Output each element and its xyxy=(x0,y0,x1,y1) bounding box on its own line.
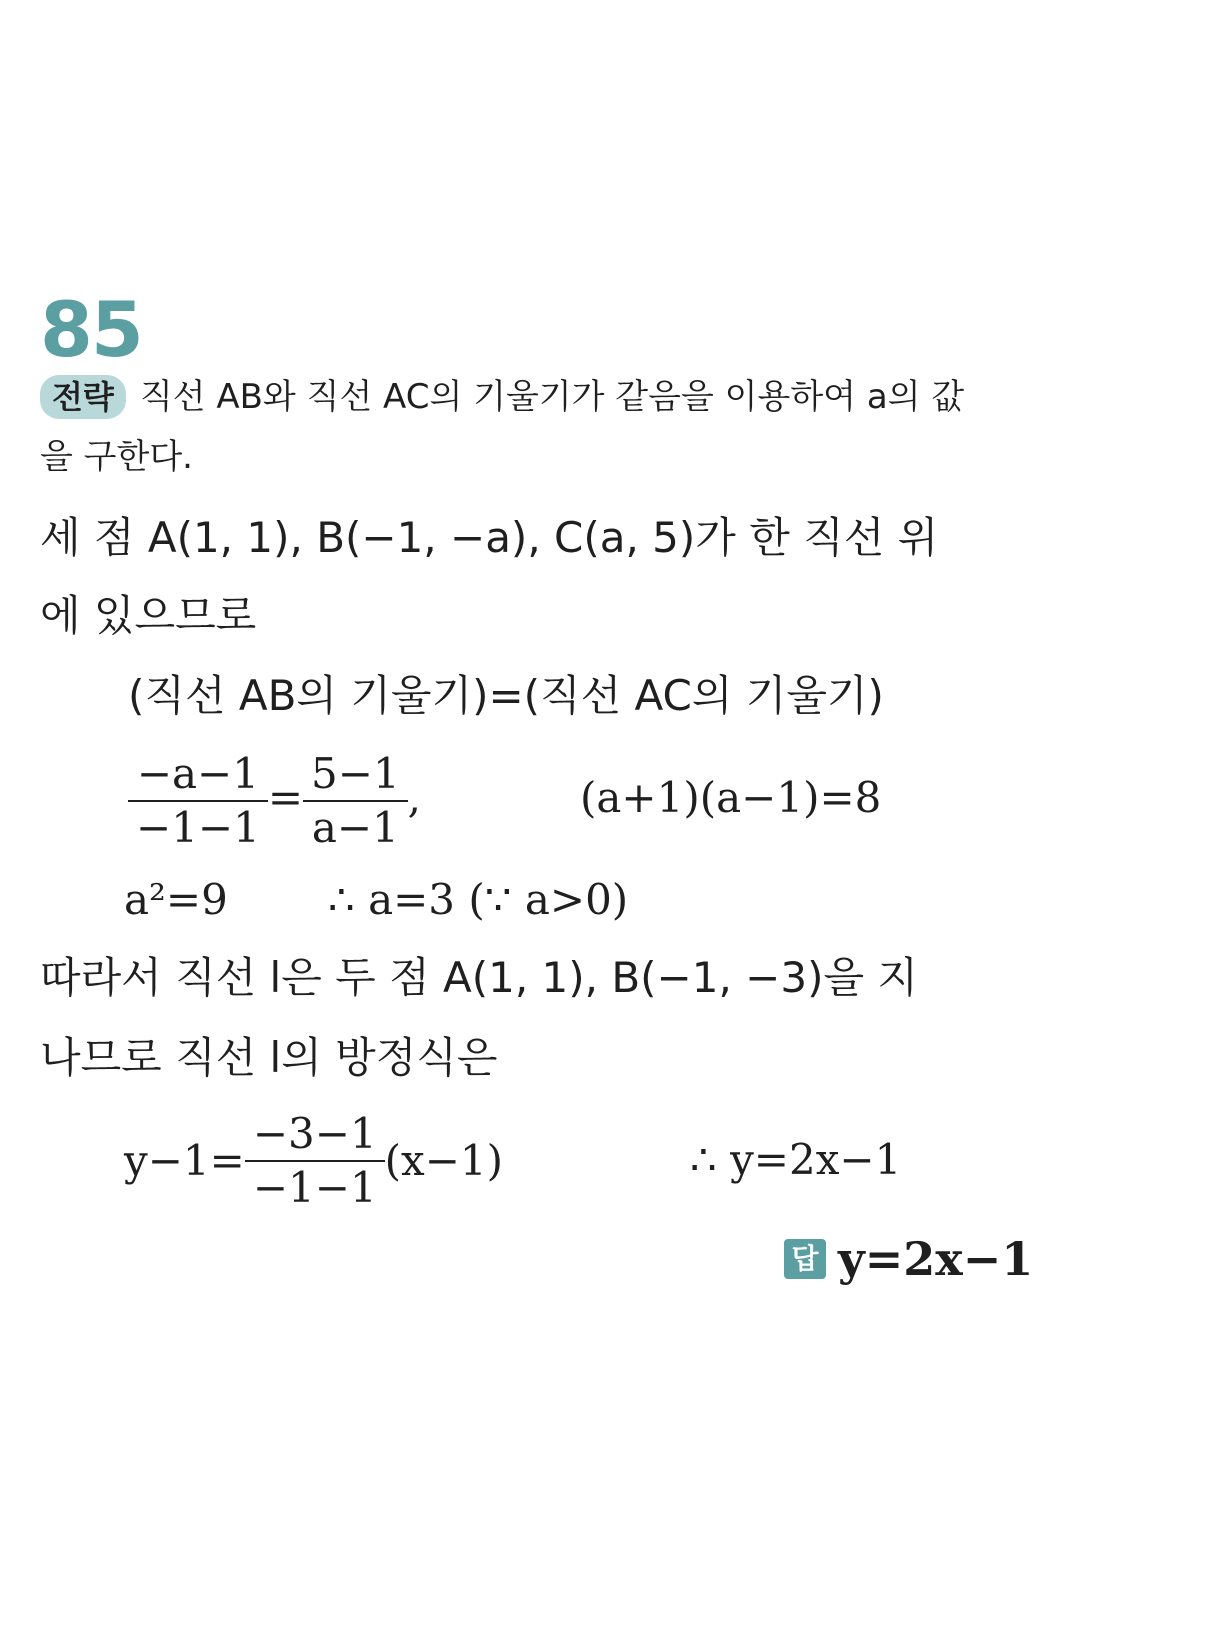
fraction-ac-numerator: 5−1 xyxy=(303,748,408,802)
fraction-ac-denominator: a−1 xyxy=(311,803,399,852)
fraction-ab-numerator: −a−1 xyxy=(128,748,268,802)
line-eq-left: y−1= xyxy=(124,1136,245,1185)
strategy-line-2: 을 구한다. xyxy=(40,437,193,477)
fraction-ab-denominator: −1−1 xyxy=(136,803,260,852)
slope-equation xyxy=(128,748,421,854)
answer-badge: 답 xyxy=(784,1239,826,1279)
a-value-conclusion: ∴ a=3 (∵ a>0) xyxy=(328,875,629,924)
fraction-slope-numerator: −3−1 xyxy=(245,1108,385,1162)
line-equation-result: ∴ y=2x−1 xyxy=(690,1135,902,1184)
solution-para1-line1: 세 점 A(1, 1), B(−1, −a), C(a, 5)가 한 직선 위 xyxy=(40,513,939,562)
solution-para2-line2: 나므로 직선 l의 방정식은 xyxy=(40,1033,498,1082)
line-equation xyxy=(124,1108,503,1214)
line-eq-factor: (x−1) xyxy=(384,1136,504,1185)
solution-para2-line1: 따라서 직선 l은 두 점 A(1, 1), B(−1, −3)을 지 xyxy=(40,953,918,1002)
equals-sign: = xyxy=(267,773,304,822)
fraction-ab xyxy=(128,748,268,854)
comma: , xyxy=(407,773,422,822)
fraction-slope-denominator: −1−1 xyxy=(252,1163,377,1212)
solution-para1-line2: 에 있으므로 xyxy=(40,591,257,640)
strategy-badge: 전략 xyxy=(40,375,126,419)
problem-number: 85 xyxy=(40,285,142,374)
fraction-slope xyxy=(245,1108,385,1214)
fraction-ac xyxy=(303,748,408,854)
product-equation: (a+1)(a−1)=8 xyxy=(580,773,882,822)
strategy-text-1: 직선 AB와 직선 AC의 기울기가 같음을 이용하여 a의 값 xyxy=(139,377,965,417)
strategy-line-1 xyxy=(40,372,964,422)
slope-equality: (직선 AB의 기울기)=(직선 AC의 기울기) xyxy=(128,671,884,720)
answer-row xyxy=(784,1232,1033,1286)
answer-value: y=2x−1 xyxy=(838,1232,1034,1286)
a-squared-equation: a²=9 xyxy=(124,875,228,924)
